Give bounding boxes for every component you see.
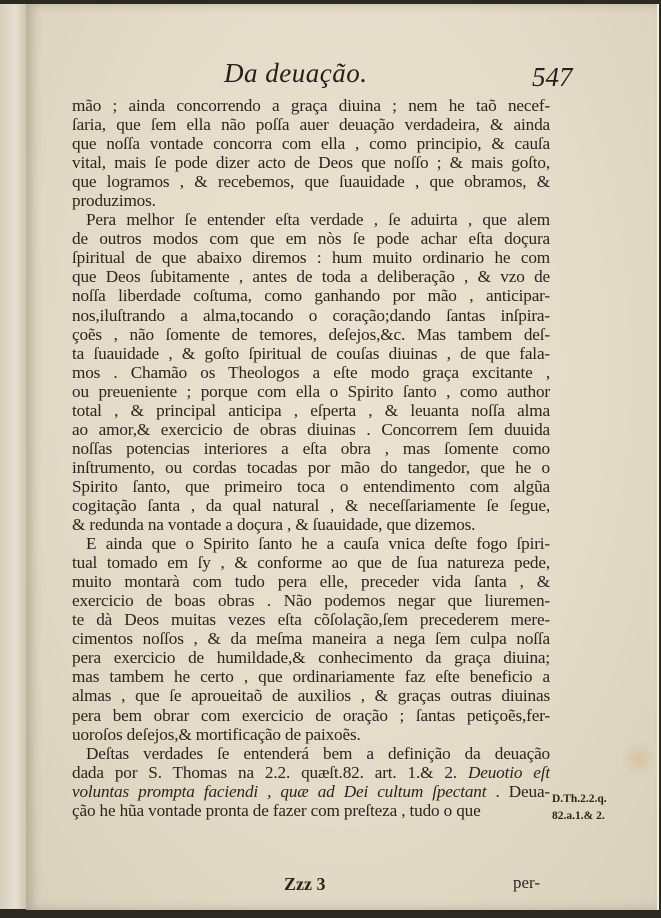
- text-line: [72, 782, 550, 801]
- text-line: [72, 629, 550, 648]
- line-text: E ainda que o Spirito ſanto he a cauſa vnica deſte fogo ſpiri-: [86, 534, 550, 554]
- text-line: [72, 248, 550, 267]
- text-line: [72, 572, 550, 591]
- line-text: ou preueniente ; porque com ella o Spirito ſanto , como author: [72, 381, 550, 401]
- text-line: [72, 725, 550, 744]
- text-line: [72, 306, 550, 325]
- line-text: que Deos ſubitamente , antes de toda a deliberação , & vzo de: [72, 267, 550, 287]
- text-line: [72, 667, 550, 686]
- text-line: [72, 134, 550, 153]
- text-line: [72, 706, 550, 725]
- line-text: noſſas potencias interiores a eſta obra , mas ſomente como: [72, 438, 550, 458]
- line-text: mão ; ainda concorrendo a graça diuina ; nem he taõ necef-: [72, 96, 550, 115]
- text-line: [72, 382, 550, 401]
- text-line: [72, 153, 550, 172]
- line-text: de outros modos com que em nòs ſe pode achar eſta doçura: [72, 229, 550, 249]
- text-line: [72, 267, 550, 286]
- book-page: [26, 4, 659, 910]
- text-line: [72, 286, 550, 305]
- line-text: muito montarà com tudo pera elle, preceder vida ſanta , &: [72, 572, 550, 592]
- margin-note-line: 82.a.1.& 2.: [552, 810, 605, 822]
- text-line: [72, 439, 550, 458]
- text-line: [72, 401, 550, 420]
- line-text: Deſtas verdades ſe entenderá bem a definição da deuação: [86, 743, 550, 763]
- signature-mark: Zzz 3: [284, 874, 326, 894]
- line-text: ſaria, que ſem ella não poſſa auer deuação verdadeira, & ainda: [72, 115, 550, 135]
- line-text: nos,iluſtrando a alma,tocando o coração;dando ſantas inſpira-: [72, 305, 550, 325]
- line-text: Spirito ſanto, que primeiro toca o entendimento com algũa: [72, 476, 550, 496]
- text-line: [72, 229, 550, 248]
- line-text: . Deua-: [486, 781, 550, 801]
- text-line: [72, 344, 550, 363]
- text-line: [72, 210, 550, 229]
- running-title: Da deuação.: [224, 58, 368, 88]
- line-text: çoẽs , não ſomente de temores, deſejos,&c. Mas tambem deſ-: [72, 324, 550, 344]
- line-text: Pera melhor ſe entender eſta verdade , ſe aduirta , que alem: [86, 210, 550, 230]
- text-line: [72, 648, 550, 667]
- line-text: produzimos.: [72, 191, 156, 211]
- line-text: mos . Chamão os Theologos a eſte modo graça excitante ,: [72, 362, 550, 382]
- line-text: te dà Deos muitas vezes eſta cõſolação,ſem precederem mere-: [72, 610, 550, 630]
- line-text: exercicio de boas obras . Não podemos negar que liuremen-: [72, 591, 550, 611]
- line-text: noſſa liberdade coſtuma, como ganhando por mão , anticipar-: [72, 286, 550, 306]
- line-text: inſtrumento, ou cordas tocadas por mão do tangedor, que he o: [72, 457, 550, 477]
- page-number: 547: [532, 62, 573, 92]
- text-line: [72, 763, 550, 782]
- text-line: [72, 172, 550, 191]
- line-text: que noſſa vontade concorra com ella , como principio, & cauſa: [72, 134, 550, 154]
- text-line: [72, 553, 550, 572]
- line-text: pera bem obrar com exercicio de oração ; ſantas petiçoẽs,fer-: [72, 705, 550, 725]
- text-line: [72, 96, 550, 115]
- italic-quote: voluntas prompta faciendi , quæ ad Dei cultum ſpectant: [72, 781, 487, 801]
- text-line: [72, 686, 550, 705]
- line-text: total , & principal anticipa , eſperta , & leuanta noſſa alma: [72, 400, 550, 420]
- text-line: [72, 325, 550, 344]
- text-line: [72, 477, 550, 496]
- catchword: per-: [513, 873, 541, 892]
- line-text: ao amor,& exercicio de obras diuinas . Concorrem ſem duuida: [72, 419, 550, 439]
- text-line: [72, 744, 550, 763]
- line-text: dada por S. Thomas na 2.2. quæſt.82. art. 1.& 2.: [72, 762, 457, 782]
- previous-page-edge: [0, 4, 27, 909]
- text-line: [72, 591, 550, 610]
- text-line: [72, 515, 550, 534]
- line-text: cimentos noſſos , & da meſma maneira a nega ſem culpa noſſa: [72, 629, 550, 649]
- text-line: [72, 191, 550, 210]
- line-text: mas tambem he certo , que ordinariamente faz eſte beneficio a: [72, 667, 550, 687]
- line-text: cogitação ſanta , da qual natural , & neceſſariamente ſe ſegue,: [72, 495, 550, 515]
- text-line: [72, 420, 550, 439]
- text-line: [72, 534, 550, 553]
- line-text: vital, mais ſe pode dizer acto de Deos que noſſo ; & mais goſto,: [72, 153, 550, 173]
- text-line: [72, 610, 550, 629]
- text-line: [72, 115, 550, 134]
- line-text: almas , que ſe aproueitaõ de auxilios , & graças outras diuinas: [72, 686, 550, 706]
- margin-note-line: D.Th.2.2.q.: [552, 793, 607, 805]
- line-text: uoroſos deſejos,& mortificação de paixoẽs.: [72, 724, 361, 744]
- text-line: [72, 458, 550, 477]
- page-header: [26, 52, 657, 92]
- body-text: [72, 96, 550, 820]
- line-text: ta ſuauidade , & goſto ſpiritual de couſas diuinas , de que fala-: [72, 343, 550, 363]
- line-text: ſpiritual de que abaixo diremos : hum muito ordinario he com: [72, 248, 550, 268]
- text-line: [72, 363, 550, 382]
- line-text: & redunda na vontade a doçura , & ſuauidade, que dizemos.: [72, 515, 476, 535]
- italic-quote: Deuotio eſt: [467, 762, 550, 782]
- text-line: [72, 496, 550, 515]
- margin-note: [552, 791, 607, 825]
- paper-stain: [622, 739, 656, 779]
- line-text: tual tomado em ſy , & conforme ao que de ſua natureza pede,: [72, 553, 550, 573]
- text-line: [72, 801, 550, 820]
- line-text: ção he hũa vontade pronta de fazer com preſteza , tudo o que: [72, 800, 481, 820]
- line-text: que logramos , & recebemos, que ſuauidade , que obramos, &: [72, 172, 550, 192]
- line-text: pera exercicio de humildade,& conhecimento da graça diuina;: [72, 648, 550, 668]
